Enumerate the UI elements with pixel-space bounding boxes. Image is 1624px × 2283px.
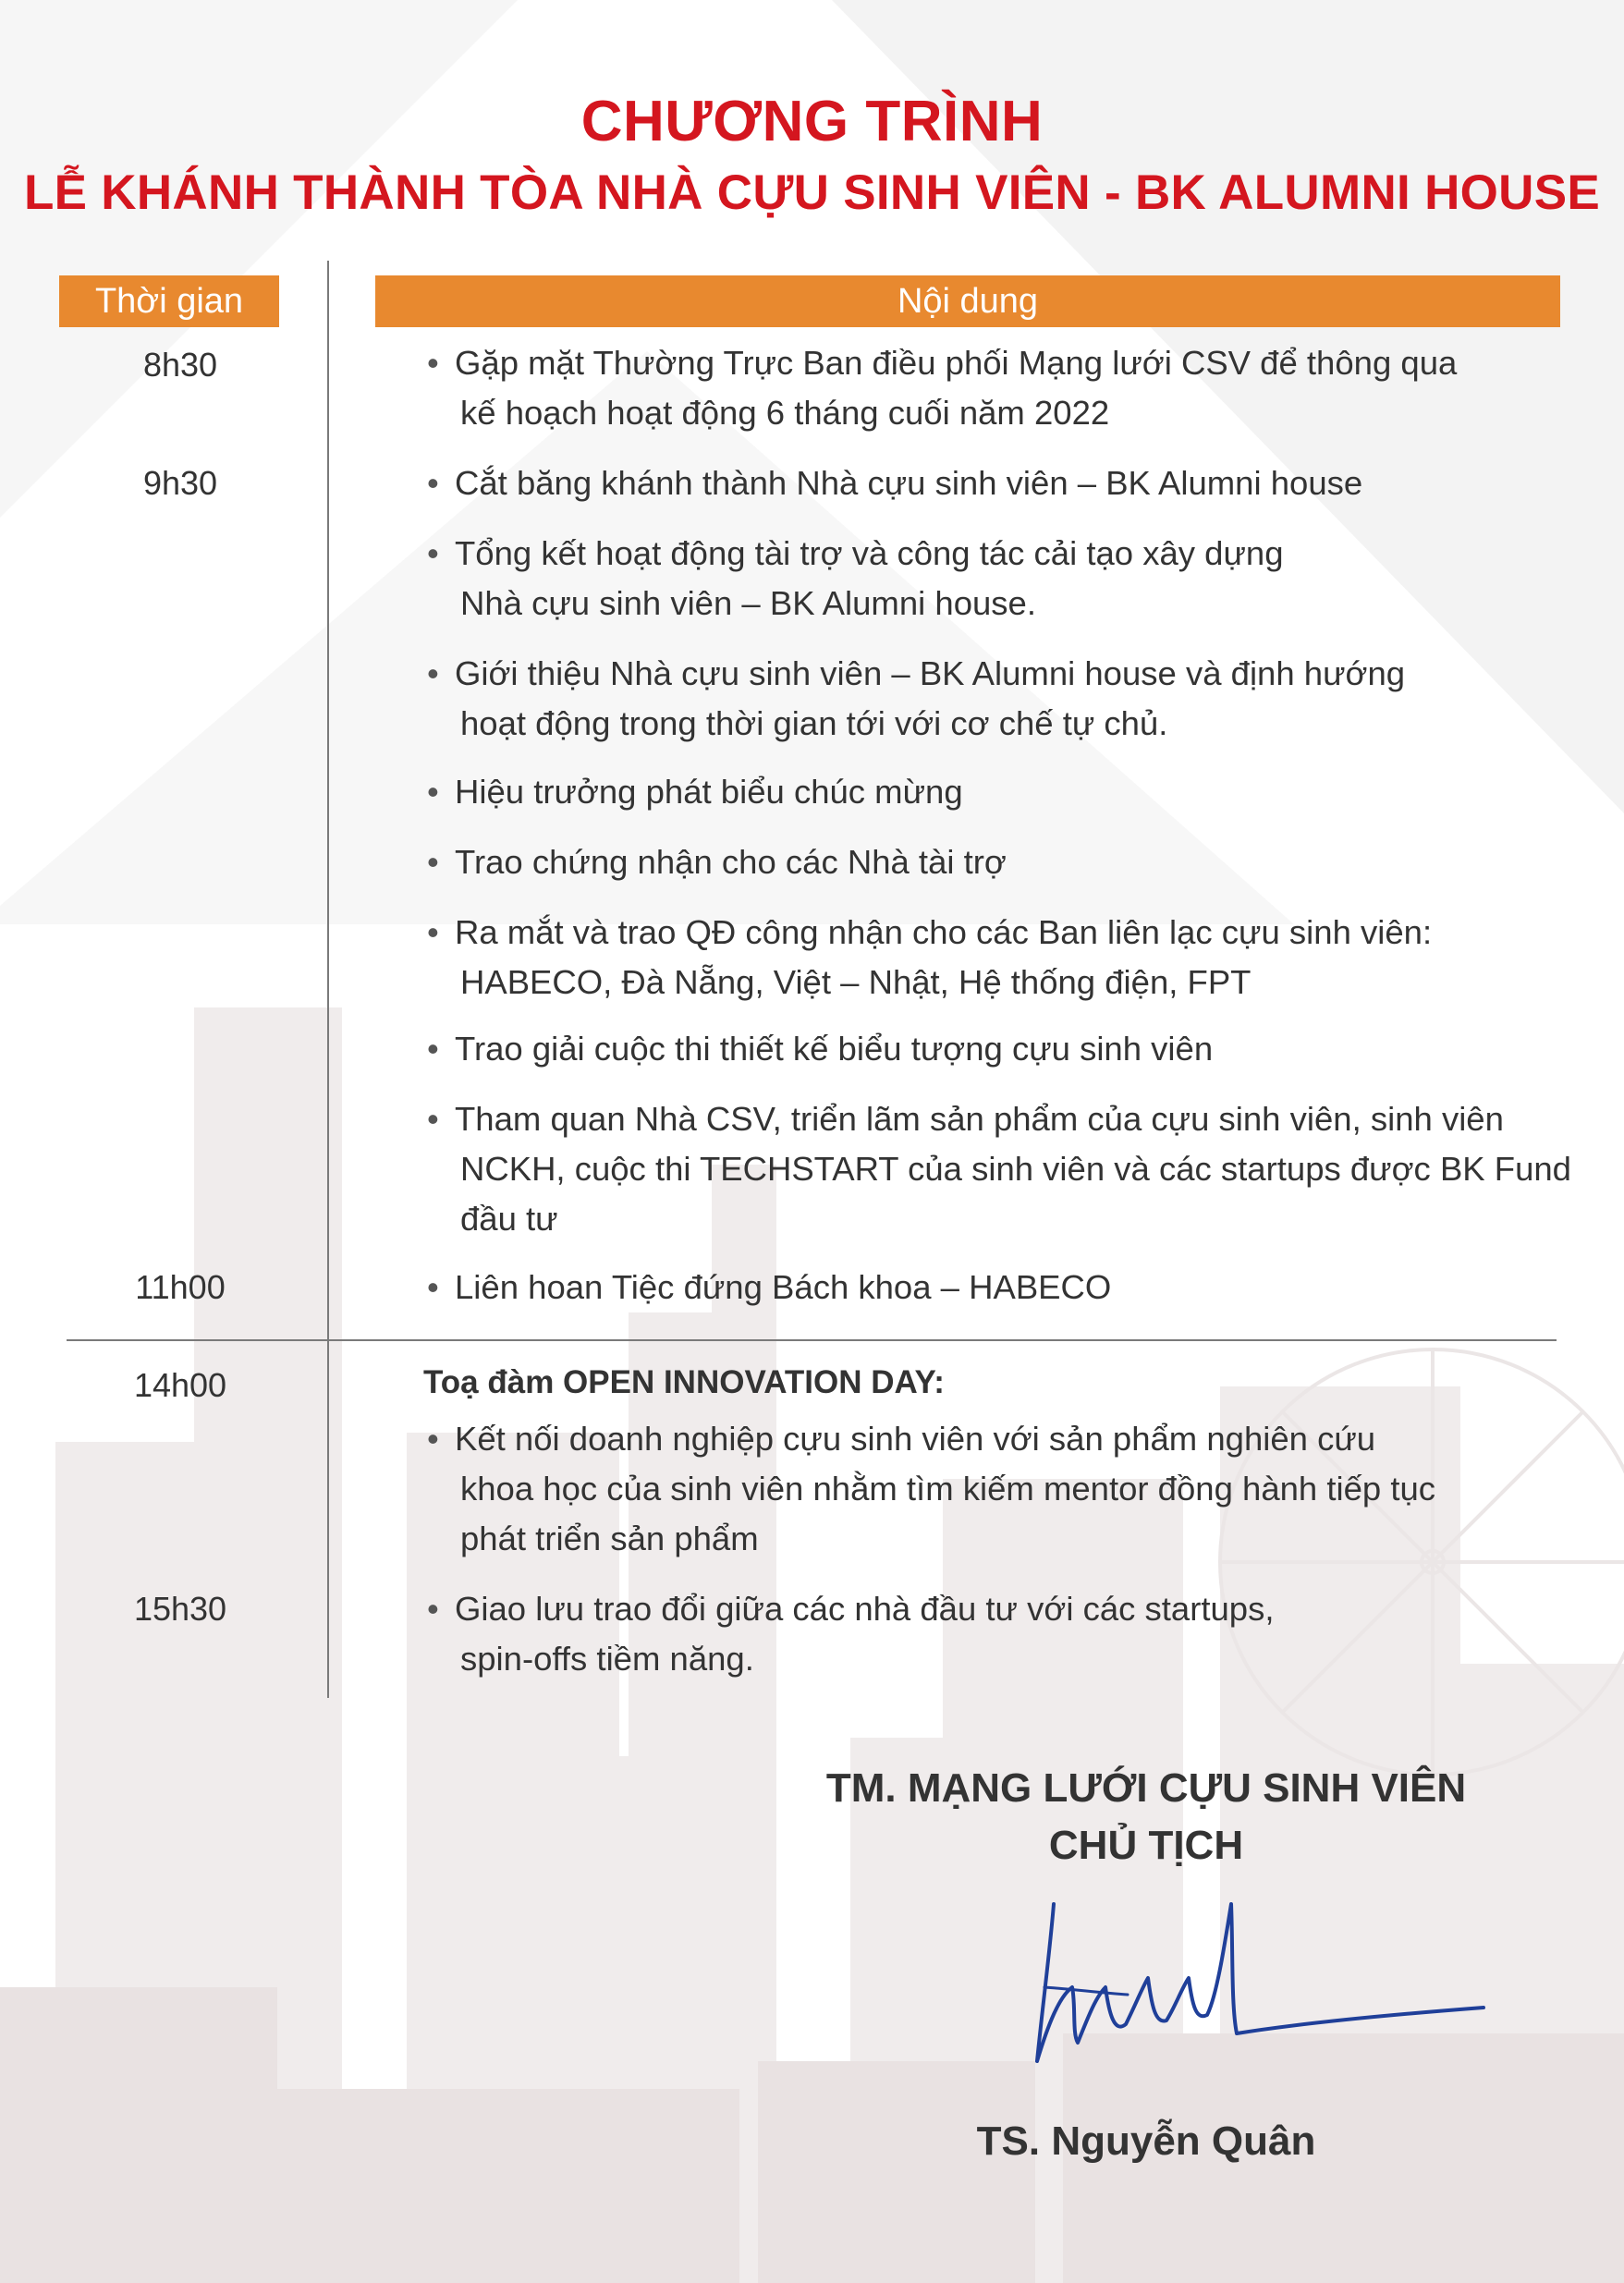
- agenda-item: • Ra mắt và trao QĐ công nhận cho các Ban liên lạc cựu sinh viên: HABECO, Đà Nẵng, Việt – Nhật, Hệ thống điện, FPT: [427, 908, 1432, 1007]
- agenda-item: • Tham quan Nhà CSV, triển lãm sản phẩm của cựu sinh viên, sinh viên NCKH, cuộc thi TECHSTART của sinh viên và các startups được BK Fund đầu tư: [427, 1094, 1571, 1244]
- handwritten-signature: [1017, 1886, 1497, 2070]
- agenda-item: • Liên hoan Tiệc đứng Bách khoa – HABECO: [427, 1263, 1111, 1312]
- agenda-item: • Giới thiệu Nhà cựu sinh viên – BK Alumni house và định hướng hoạt động trong thời gian tới với cơ chế tự chủ.: [427, 649, 1405, 749]
- bullet-dot-icon: •: [427, 534, 439, 572]
- event-title: LỄ KHÁNH THÀNH TÒA NHÀ CỰU SINH VIÊN - BK ALUMNI HOUSE: [23, 165, 1601, 220]
- bullet-dot-icon: •: [427, 654, 439, 692]
- column-divider: [327, 261, 329, 1698]
- agenda-item: • Cắt băng khánh thành Nhà cựu sinh viên – BK Alumni house: [427, 458, 1362, 508]
- time-slot: 11h00: [135, 1268, 226, 1306]
- afternoon-session-heading: Toạ đàm OPEN INNOVATION DAY:: [423, 1364, 945, 1400]
- signature-role: CHỦ TỊCH: [1048, 1823, 1244, 1868]
- time-column-header: Thời gian: [59, 275, 279, 327]
- bullet-dot-icon: •: [427, 1590, 439, 1628]
- bullet-dot-icon: •: [427, 1030, 439, 1068]
- bullet-dot-icon: •: [427, 1420, 439, 1458]
- time-slot: 14h00: [133, 1366, 227, 1404]
- agenda-item: • Trao chứng nhận cho các Nhà tài trợ: [427, 837, 1007, 887]
- content-column-header: Nội dung: [375, 275, 1560, 327]
- bullet-dot-icon: •: [427, 1100, 439, 1138]
- bullet-dot-icon: •: [427, 773, 439, 811]
- bullet-dot-icon: •: [427, 464, 439, 502]
- signature-organization: TM. MẠNG LƯỚI CỰU SINH VIÊN: [825, 1765, 1467, 1811]
- agenda-item: • Tổng kết hoạt động tài trợ và công tác cải tạo xây dựng Nhà cựu sinh viên – BK Alumni house.: [427, 529, 1284, 629]
- agenda-item: • Kết nối doanh nghiệp cựu sinh viên với sản phẩm nghiên cứu khoa học của sinh viên nhằm tìm kiếm mentor đồng hành tiếp tục phát triển sản phẩm: [427, 1414, 1435, 1564]
- bullet-dot-icon: •: [427, 843, 439, 881]
- agenda-item: • Hiệu trưởng phát biểu chúc mừng: [427, 767, 963, 817]
- bullet-dot-icon: •: [427, 344, 439, 382]
- agenda-item: • Giao lưu trao đổi giữa các nhà đầu tư với các startups, spin-offs tiềm năng.: [427, 1584, 1274, 1684]
- bullet-dot-icon: •: [427, 913, 439, 951]
- time-slot: 9h30: [142, 464, 218, 502]
- bullet-dot-icon: •: [427, 1268, 439, 1306]
- signatory-name: TS. Nguyễn Quân: [976, 2118, 1316, 2164]
- time-slot: 15h30: [133, 1590, 227, 1628]
- agenda-item: • Trao giải cuộc thi thiết kế biểu tượng cựu sinh viên: [427, 1024, 1213, 1074]
- time-slot: 8h30: [142, 346, 218, 384]
- session-divider: [67, 1339, 1557, 1341]
- agenda-item: • Gặp mặt Thường Trực Ban điều phối Mạng lưới CSV để thông qua kế hoạch hoạt động 6 tháng cuối năm 2022: [427, 338, 1457, 438]
- page-title: CHƯƠNG TRÌNH: [580, 90, 1044, 153]
